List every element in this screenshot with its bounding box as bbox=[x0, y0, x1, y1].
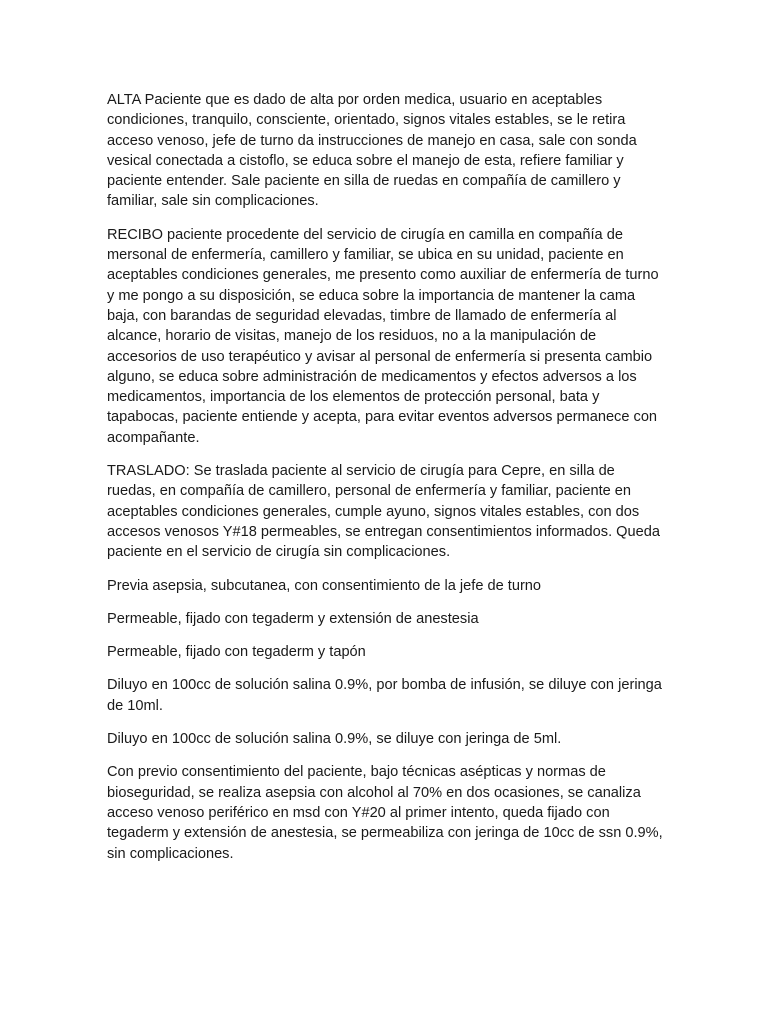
document-body bbox=[107, 90, 667, 877]
paragraph-permeable-extension: Permeable, fijado con tegaderm y extensión de anestesia bbox=[107, 610, 479, 627]
paragraph-recibo: RECIBO paciente procedente del servicio de cirugía en camilla en compañía de mersonal de enfermería, camillero y familiar, se ubica en su unidad, paciente en aceptables condiciones generales, me presento como auxiliar de enfermería de turno y me pongo a su disposición, se educa sobre la importancia de mantener la cama baja, con barandas de seguridad elevadas, timbre de llamado de enfermería al alcance, horario de visitas, manejo de los residuos, no a la manipulación de accesorios de uso terapéutico y avisar al personal de enfermería si presenta cambio alguno, se educa sobre administración de medicamentos y efectos adversos a los medicamentos, importancia de los elementos de protección personal, bata y tapabocas, paciente entiende y acepta, para evitar eventos adversos permanece con acompañante. bbox=[107, 226, 659, 446]
paragraph-canalizacion: Con previo consentimiento del paciente, bajo técnicas asépticas y normas de bioseguridad, se realiza asepsia con alcohol al 70% en dos ocasiones, se canaliza acceso venoso periférico en msd con Y#20 al primer intento, queda fijado con tegaderm y extensión de anestesia, se permeabiliza con jeringa de 10cc de ssn 0.9%, sin complicaciones. bbox=[107, 764, 663, 862]
paragraph-asepsia: Previa asepsia, subcutanea, con consentimiento de la jefe de turno bbox=[107, 577, 542, 594]
paragraph-diluyo-5ml: Diluyo en 100cc de solución salina 0.9%, se diluye con jeringa de 5ml. bbox=[107, 731, 562, 748]
paragraph-traslado: TRASLADO: Se traslada paciente al servicio de cirugía para Cepre, en silla de ruedas, en compañía de camillero, personal de enfermería y familiar, paciente en aceptables condiciones generales, cumple ayuno, signos vitales estables, con dos accesos venosos Y#18 permeables, se entregan consentimientos informados. Queda paciente en el servicio de cirugía sin complicaciones. bbox=[107, 463, 661, 561]
paragraph-alta: ALTA Paciente que es dado de alta por orden medica, usuario en aceptables condiciones, tranquilo, consciente, orientado, signos vitales estables, se le retira acceso venoso, jefe de turno da instrucciones de manejo en casa, sale con sonda vesical conectada a cistoflo, se educa sobre el manejo de esta, refiere familiar y paciente entender. Sale paciente en silla de ruedas en compañía de camillero y familiar, sale sin complicaciones. bbox=[107, 92, 637, 210]
paragraph-permeable-tapon: Permeable, fijado con tegaderm y tapón bbox=[107, 644, 366, 661]
paragraph-diluyo-10ml: Diluyo en 100cc de solución salina 0.9%, por bomba de infusión, se diluye con jeringa de 10ml. bbox=[107, 677, 662, 714]
